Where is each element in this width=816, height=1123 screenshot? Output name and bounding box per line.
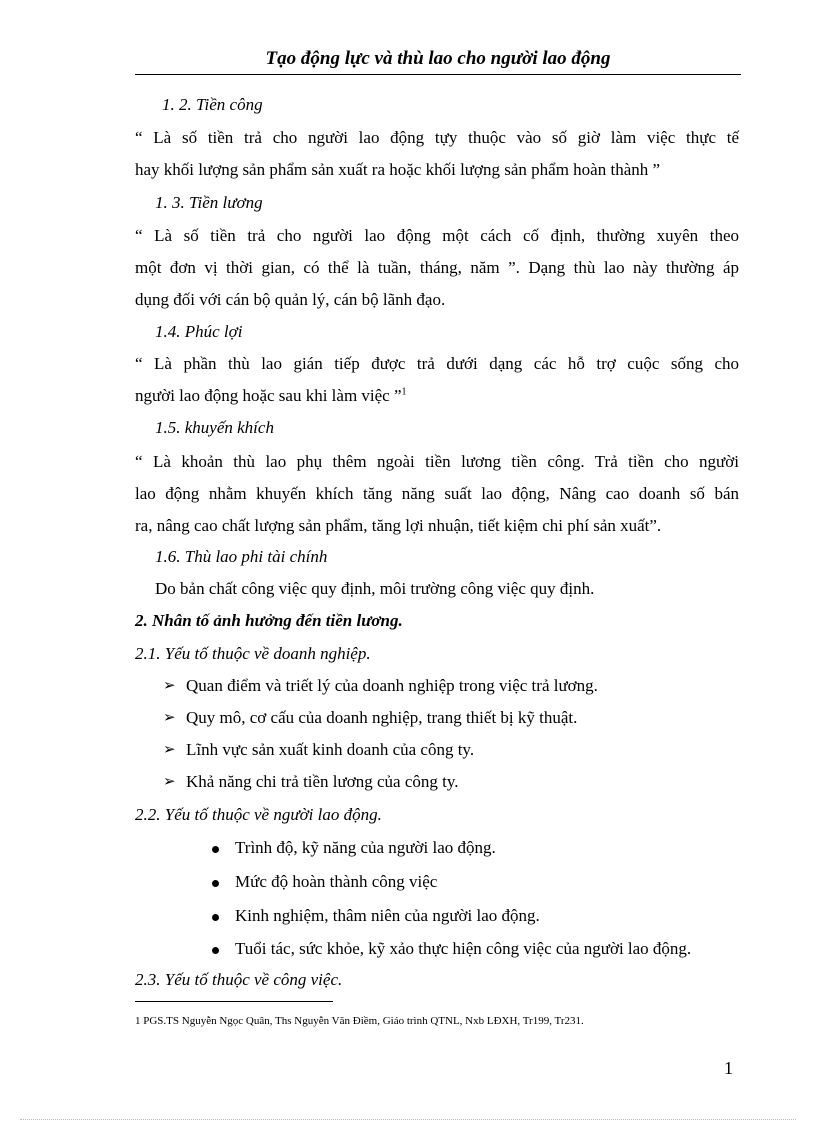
- paragraph-line: Do bản chất công việc quy định, môi trường công việc quy định.: [155, 579, 595, 598]
- paragraph-text: người lao động hoặc sau khi làm việc ”: [135, 386, 402, 405]
- round-bullet-icon: [212, 880, 219, 887]
- heading-2-1: 2.1. Yếu tố thuộc về doanh nghiệp.: [135, 644, 371, 663]
- page-header-title: Tạo động lực và thù lao cho người lao động: [265, 48, 611, 69]
- heading-1-6: 1.6. Thù lao phi tài chính: [155, 547, 328, 566]
- arrow-bullet-icon: ➢: [163, 678, 176, 694]
- heading-2-3: 2.3. Yếu tố thuộc về công việc.: [135, 970, 343, 989]
- footnote-separator: [135, 1001, 333, 1002]
- paragraph-line: một đơn vị thời gian, có thể là tuần, tháng, năm ”. Dạng thù lao này thường áp: [135, 258, 739, 277]
- heading-1-5: 1.5. khuyến khích: [155, 418, 274, 437]
- paragraph-line: “ Là số tiền trả cho người lao động một cách cố định, thường xuyên theo: [135, 226, 739, 245]
- header-rule: [135, 74, 741, 75]
- paragraph-line: “ Là khoản thù lao phụ thêm ngoài tiền lương tiền công. Trả tiền cho người: [135, 452, 739, 471]
- arrow-bullet-icon: ➢: [163, 742, 176, 758]
- footnote-reference[interactable]: 1: [401, 386, 407, 398]
- page-break-line: [20, 1119, 796, 1120]
- round-bullet-icon: [212, 846, 219, 853]
- heading-2: 2. Nhân tố ảnh hưởng đến tiền lương.: [135, 611, 403, 630]
- heading-2-2: 2.2. Yếu tố thuộc về người lao động.: [135, 805, 382, 824]
- heading-1-2: 1. 2. Tiền công: [162, 95, 263, 114]
- heading-1-3: 1. 3. Tiền lương: [155, 193, 263, 212]
- paragraph-line: ra, nâng cao chất lượng sản phẩm, tăng lợi nhuận, tiết kiệm chi phí sản xuất”.: [135, 516, 662, 535]
- paragraph-line: “ Là số tiền trả cho người lao động tựy thuộc vào số giờ làm việc thực tế: [135, 128, 739, 147]
- round-bullet-icon: [212, 914, 219, 921]
- round-bullet-icon: [212, 947, 219, 954]
- paragraph-line: “ Là phần thù lao gián tiếp được trả dưới dạng các hỗ trợ cuộc sống cho: [135, 354, 739, 373]
- heading-1-4: 1.4. Phúc lợi: [155, 322, 243, 341]
- list-item: Quan điểm và triết lý của doanh nghiệp trong việc trả lương.: [186, 676, 598, 695]
- list-item: Tuổi tác, sức khỏe, kỹ xảo thực hiện công việc của người lao động.: [235, 939, 692, 958]
- list-item: Khả năng chi trả tiền lương của công ty.: [186, 772, 459, 791]
- paragraph-line: [135, 386, 739, 406]
- paragraph-line: lao động nhằm khuyến khích tăng năng suất lao động, Nâng cao doanh số bán: [135, 484, 739, 503]
- list-item: Mức độ hoàn thành công việc: [235, 872, 438, 891]
- paragraph-line: hay khối lượng sản phẩm sản xuất ra hoặc khối lượng sản phẩm hoàn thành ”: [135, 160, 661, 179]
- arrow-bullet-icon: ➢: [163, 710, 176, 726]
- list-item: Quy mô, cơ cấu của doanh nghiệp, trang thiết bị kỹ thuật.: [186, 708, 578, 727]
- footnote: 1 PGS.TS Nguyễn Ngọc Quân, Ths Nguyễn Văn Điềm, Giáo trình QTNL, Nxb LĐXH, Tr199, Tr231.: [135, 1015, 584, 1027]
- list-item: Trình độ, kỹ năng của người lao động.: [235, 838, 496, 857]
- paragraph-line: dụng đối với cán bộ quản lý, cán bộ lãnh đạo.: [135, 290, 446, 309]
- page-number: 1: [724, 1058, 733, 1078]
- list-item: Lĩnh vực sản xuất kinh doanh của công ty.: [186, 740, 475, 759]
- list-item: Kinh nghiệm, thâm niên của người lao động.: [235, 906, 540, 925]
- arrow-bullet-icon: ➢: [163, 774, 176, 790]
